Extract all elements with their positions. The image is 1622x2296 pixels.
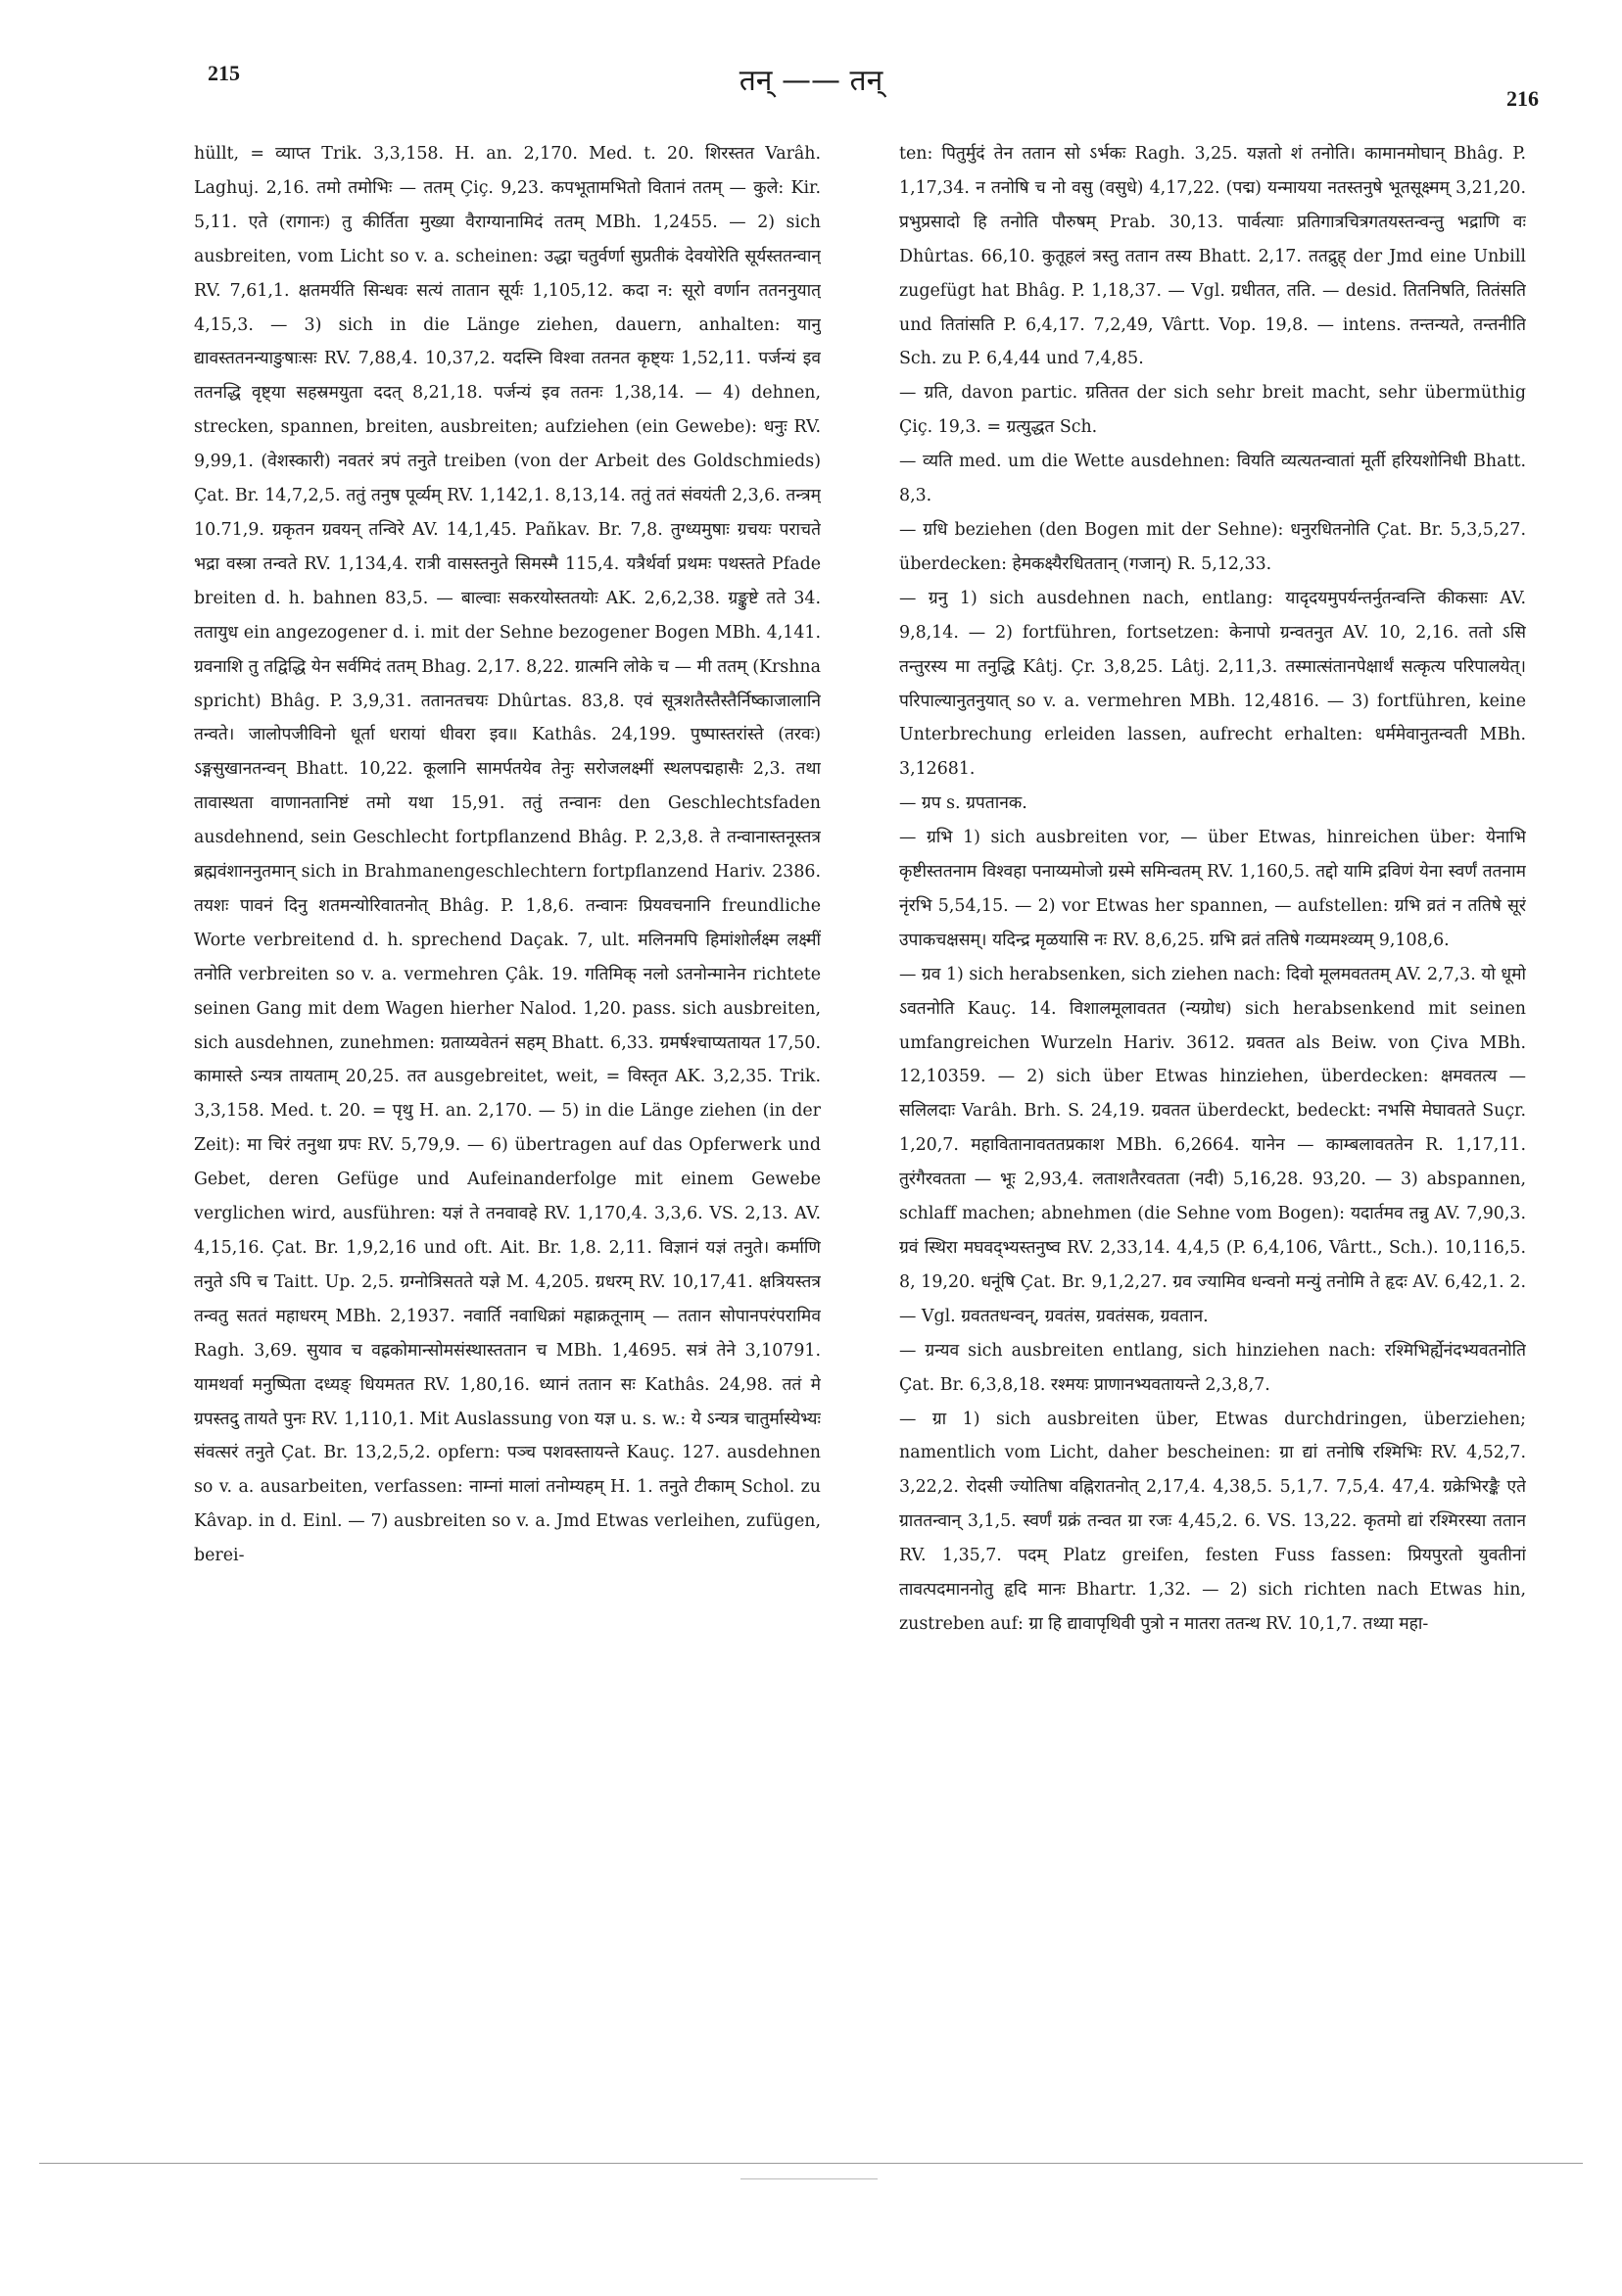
entry-paragraph-abhi: — ग्रभि 1) sich ausbreiten vor, — über Etwas, hinreichen über: येनाभि कृष्टीस्ततनाम विश्वहा पनाय्यमोजो ग्रस्मे समिन्वतम् RV. 1,160,5. तद्दो यामि द्रविणं येना स्वर्णं ततनाम नृंरभि 5,54,15. — 2) vor Etwas her spannen, — aufstellen: ग्रभि व्रतं न ततिषे सूरं उपाकचक्षसम्। यदिन्द्र मृळयासि नः RV. 8,6,25. ग्रभि व्रतं ततिषे गव्यमश्व्यम् 9,108,6.	[899, 828, 1526, 950]
entry-paragraph-adhi: — ग्रधि beziehen (den Bogen mit der Sehne): धनुरधितनोति Çat. Br. 5,3,5,27. überdecken: हेमकक्ष्यैरधिततान् (गजान्) R. 5,12,33.	[899, 519, 1526, 574]
footer-rule-short	[740, 2178, 878, 2179]
running-headword: तन् —— तन्	[739, 64, 883, 98]
right-text-column	[899, 137, 1526, 2037]
entry-paragraph-apa: — ग्रप s. ग्रपतानक.	[899, 793, 1027, 814]
entry-paragraph-anu: — ग्रनु 1) sich ausdehnen nach, entlang: यादृदयमुपर्यन्तर्नुतन्वन्ति कीकसाः AV. 9,8,14. — 2) fortführen, fortsetzen: केनापो ग्रन्वतनुत AV. 10, 2,16. ततो ऽसि तन्तुरस्य मा तनुद्धि Kâtj. Çr. 3,8,25. Lâtj. 2,11,3. तस्मात्संतानपेक्षार्थं सत्कृत्य परिपालयेत्। परिपाल्यानुतनुयात् so v. a. vermehren MBh. 12,4816. — 3) fortführen, keine Unterbrechung erleiden lassen, aufrecht erhalten: धर्ममेवानुतन्वती MBh. 3,12681.	[899, 588, 1526, 780]
entry-paragraph-ava: — ग्रव 1) sich herabsenken, sich ziehen nach: दिवो मूलमवततम् AV. 2,7,3. यो धूमो ऽवतनोति Kauç. 14. विशालमूलावतत (न्यग्रोध) sich herabsenkend mit seinen umfangreichen Wurzeln Hariv. 3612. ग्रवतत als Beiw. von Çiva MBh. 12,10359. — 2) sich über Etwas hinziehen, überdecken: क्षमवतत्य — सलिलदाः Varâh. Brh. S. 24,19. ग्रवतत überdeckt, bedeckt: नभसि मेघावतते Suçr. 1,20,7. महावितानावततप्रकाश MBh. 6,2664. यानेन — काम्बलावततेन R. 1,17,11. तुरंगैरवतता — भूः 2,93,4. लताशतैरवतता (नदी) 5,16,28. 93,20. — 3) abspannen, schlaff machen; abnehmen (die Sehne vom Bogen): यदार्तमव तन्नु AV. 7,90,3. ग्रवं स्थिरा मघवद्भ्यस्तनुष्व RV. 2,33,14. 4,4,5 (P. 6,4,106, Vârtt., Sch.). 10,116,5. 8, 19,20. धनूंषि Çat. Br. 9,1,2,27. ग्रव ज्यामिव धन्वनो मन्युं तनोमि ते हृदः AV. 6,42,1. 2. — Vgl. ग्रवततधन्वन्, ग्रवतंस, ग्रवतंसक, ग्रवतान.	[899, 964, 1526, 1326]
entry-paragraph-vyati: — व्यति med. um die Wette ausdehnen: वियति व्यत्यतन्वातां मूर्ती हरियशोनिधी Bhatt. 8,3.	[899, 452, 1526, 506]
left-page-number: 215	[208, 61, 240, 85]
entry-paragraph-abhyava: — ग्रन्यव sich ausbreiten entlang, sich hinziehen nach: रश्मिभिर्ह्येनंदभ्यवतनोति Çat. Br. 6,3,8,18. रश्मयः प्राणानभ्यवतायन्ते 2,3,8,7.	[899, 1340, 1526, 1395]
entry-paragraph-aa: — ग्रा 1) sich ausbreiten über, Etwas durchdringen, überziehen; namentlich vom Licht, daher bescheinen: ग्रा द्यां तनोषि रश्मिभिः RV. 4,52,7. 3,22,2. रोदसी ज्योतिषा वह्निरातनोत् 2,17,4. 4,38,5. 5,1,7. 7,5,4. 47,4. ग्रक्रेभिरङ्कै एते ग्राततन्वान् 3,1,5. स्वर्णं ग्रक्रं तन्वत ग्रा रजः 4,45,2. 6. VS. 13,22. कृतमो द्यां रश्मिरस्या ततान RV. 1,35,7. पदम् Platz greifen, festen Fuss fassen: प्रियपुरतो युवतीनां तावत्पदमाननोतु हृदि मानः Bhartr. 1,32. — 2) sich richten nach Etwas hin, zustreben auf: ग्रा हि द्यावापृथिवी पुत्रो न मातरा ततन्थ RV. 10,1,7. तथ्या महा-	[899, 1409, 1526, 1634]
entry-paragraph: ten: पितुर्मुदं तेन ततान सो ऽर्भकः Ragh. 3,25. यज्ञतो शं तनोति। कामानमोघान् Bhâg. P. 1,17,34. न तनोषि च नो वसु (वसुधे) 4,17,22. (पद्म) यन्मायया नतस्तनुषे भूतसूक्ष्मम् 3,21,20. प्रभुप्रसादो हि तनोति पौरुषम् Prab. 30,13. पार्वत्याः प्रतिगात्रचित्रगतयस्तन्वन्तु भद्राणि वः Dhûrtas. 66,10. कुतूहलं त्रस्तु ततान तस्य Bhatt. 2,17. ततद्रुह् der Jmd eine Unbill zugefügt hat Bhâg. P. 1,18,37. — Vgl. ग्रधीतत, तति. — desid. तितनिषति, तितंसति und तितांसति P. 6,4,17. 7,2,49, Vârtt. Vop. 19,8. — intens. तन्तन्यते, तन्तनीति Sch. zu P. 6,4,44 und 7,4,85.	[899, 144, 1526, 369]
right-page-number: 216	[1506, 86, 1539, 111]
entry-paragraph-ati: — ग्रति, davon partic. ग्रतितत der sich sehr breit macht, sehr übermüthig Çiç. 19,3. = ग्रत्युद्धत Sch.	[899, 383, 1526, 438]
left-column-paragraph: hüllt, = व्याप्त Trik. 3,3,158. H. an. 2,170. Med. t. 20. शिरस्तत Varâh. Laghuj. 2,16. तमो तमोभिः — ततम् Çiç. 9,23. कपभूतामभितो वितानं ततम् — कुले: Kir. 5,11. एते (रागानः) तु कीर्तिता मुख्या वैराग्यानामिदं ततम् MBh. 1,2455. — 2) sich ausbreiten, vom Licht so v. a. scheinen: उद्धा चतुर्वर्णा सुप्रतीकं देवयोरेति सूर्यस्ततन्वान् RV. 7,61,1. क्षतमर्यति सिन्धवः सत्यं तातान सूर्यः 1,105,12. कदा न: सूरो वर्णान ततननुयात् 4,15,3. — 3) sich in die Länge ziehen, dauern, anhalten: यानु द्यावस्ततनन्याङुषाःसः RV. 7,88,4. 10,37,2. यदस्नि विश्वा ततनत कृष्ट्यः 1,52,11. पर्जन्यं इव ततनद्धि वृष्ट्या सहस्रमयुता ददत् 8,21,18. पर्जन्यं इव ततनः 1,38,14. — 4) dehnen, strecken, spannen, breiten, ausbreiten; aufziehen (ein Gewebe): धनुः RV. 9,99,1. (वेशस्कारी) नवतरं त्रपं तनुते treiben (von der Arbeit des Goldschmieds) Çat. Br. 14,7,2,5. ततुं तनुष पूर्व्यम् RV. 1,142,1. 8,13,14. ततुं ततं संवयंती 2,3,6. तन्त्रम् 10.71,9. ग्रकृतन ग्रवयन् तन्विरे AV. 14,1,45. Pañkav. Br. 7,8. तुग्ध्यमुषाः ग्रचयः पराचते भद्रा वस्त्रा तन्वते RV. 1,134,4. रात्री वासस्तनुते सिमस्मै 115,4. यत्रैर्थर्वा प्रथमः पथस्तते Pfade breiten d. h. bahnen 83,5. — बाल्वाः सकरयोस्ततयोः AK. 2,6,2,38. ग्रङ्कुष्टे तते 34. ततायुध ein angezogener d. i. mit der Sehne bezogener Bogen MBh. 4,141. ग्रवनाशि तु तद्विद्धि येन सर्वमिदं ततम् Bhag. 2,17. 8,22. ग्रात्मनि लोके च — मी ततम् (Krshna spricht) Bhâg. P. 3,9,31. ततानतचयः Dhûrtas. 83,8. एवं सूत्रशतैस्तैस्तैर्निष्काजालानि तन्वते। जालोपजीविनो धूर्ता धरायां धीवरा इव॥ Kathâs. 24,199. पुष्पास्तरांस्ते (तरवः) ऽङ्गसुखानतन्वन् Bhatt. 10,22. कूलानि सामर्पतयेव तेनुः सरोजलक्ष्मीं स्थलपद्महासैः 2,3. तथा तावास्थता वाणानतानिष्टं तमो यथा 15,91. ततुं तन्वानः den Geschlechtsfaden ausdehnend, sein Geschlecht fortpflanzend Bhâg. P. 2,3,8. ते तन्वानास्तनूस्तत्र ब्रह्मवंशाननुतमान् sich in Brahmanengeschlechtern fortpflanzend Hariv. 2386. तयशः पावनं दिनु शतमन्योरिवातनोत् Bhâg. P. 1,8,6. तन्वानः प्रियवचनानि freundliche Worte verbreitend d. h. sprechend Daçak. 7, ult. मलिनमपि हिमांशोर्लक्ष्म लक्ष्मीं तनोति verbreiten so v. a. vermehren Çâk. 19. गतिमिक् नलो ऽतनोन्मानेन richtete seinen Gang mit dem Wagen hierher Nalod. 1,20. pass. sich ausbreiten, sich ausdehnen, zunehmen: ग्रताय्यवेतनं सहम् Bhatt. 6,33. ग्रमर्षश्चाप्यतायत 17,50. कामास्ते ऽन्यत्र तायताम् 20,25. तत ausgebreitet, weit, = विस्तृत AK. 3,2,35. Trik. 3,3,158. Med. t. 20. = पृथु H. an. 2,170. — 5) in die Länge ziehen (in der Zeit): मा चिरं तनुथा ग्रपः RV. 5,79,9. — 6) übertragen auf das Opferwerk und Gebet, deren Gefüge und Aufeinanderfolge mit einem Gewebe verglichen wird, ausführen: यज्ञं ते तनवावहे RV. 1,170,4. 3,3,6. VS. 2,13. AV. 4,15,16. Çat. Br. 1,9,2,16 und oft. Ait. Br. 1,8. 2,11. विज्ञानं यज्ञं तनुते। कर्माणि तनुते ऽपि च Taitt. Up. 2,5. ग्रग्नोत्रिसतते यज्ञे M. 4,205. ग्रधरम् RV. 10,17,41. क्षत्रियस्तत्र तन्वतु सततं महाधरम् MBh. 2,1937. नवार्ति नवाधिक्रां मह्राक्रतूनाम् — ततान सोपानपरंपरामिव Ragh. 3,69. सुयाव च वह्रकोमान्सोमसंस्थास्ततान च MBh. 1,4695. सत्रं तेने 3,10791. यामथर्वा मनुष्पिता दध्यङ् धियमतत RV. 1,80,16. ध्यानं ततान सः Kathâs. 24,98. ततं मे ग्रपस्तदु तायते पुनः RV. 1,110,1. Mit Auslassung von यज्ञ u. s. w.: ये ऽन्यत्र चातुर्मास्येभ्यः संवत्सरं तनुते Çat. Br. 13,2,5,2. opfern: पञ्च पशवस्तायन्ते Kauç. 127. ausdehnen so v. a. ausarbeiten, verfassen: नाम्नां मालां तनोम्यहम् H. 1. तनुते टीकाम् Schol. zu Kâvap. in d. Einl. — 7) ausbreiten so v. a. Jmd Etwas verleihen, zufügen, berei-	[194, 144, 821, 1566]
left-text-column	[194, 137, 821, 2037]
footer-rule	[39, 2163, 1583, 2164]
